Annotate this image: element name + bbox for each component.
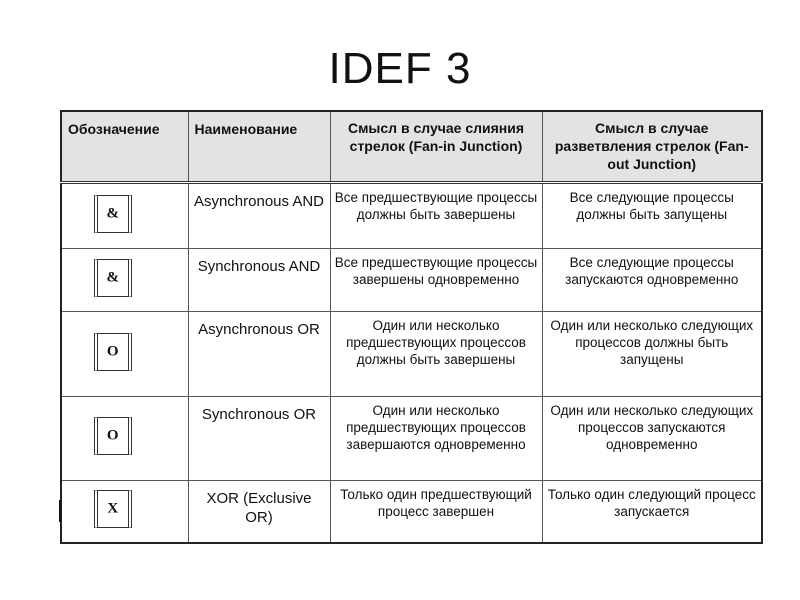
name-cell: Asynchronous OR: [188, 311, 330, 396]
table-row: [61, 311, 762, 396]
junction-asynchronous-or-icon: O: [94, 333, 132, 371]
junction-asynchronous-and-icon: &: [94, 195, 132, 233]
header-symbol: Обозначение: [61, 111, 188, 182]
symbol-cell: [61, 480, 188, 543]
symbol-cell: [61, 182, 188, 248]
header-fan-in: Смысл в случае слияния стрелок (Fan-in Junction): [330, 111, 542, 182]
fan-out-cell: Один или несколько следующих процессов должны быть запущены: [542, 311, 762, 396]
symbol-cell: [61, 248, 188, 311]
table-row: [61, 182, 762, 248]
name-cell: Asynchronous AND: [188, 182, 330, 248]
border-artifact: [59, 500, 61, 522]
name-cell: Synchronous AND: [188, 248, 330, 311]
table-row: [61, 480, 762, 543]
fan-in-cell: Только один предшествующий процесс завершен: [330, 480, 542, 543]
symbol-cell: [61, 396, 188, 480]
header-fan-out: Смысл в случае разветвления стрелок (Fan-out Junction): [542, 111, 762, 182]
name-cell: Synchronous OR: [188, 396, 330, 480]
fan-out-cell: Все следующие процессы запускаются одновременно: [542, 248, 762, 311]
junction-table: [60, 110, 763, 544]
page-title: IDEF 3: [328, 44, 472, 93]
symbol-cell: [61, 311, 188, 396]
name-cell: XOR (Exclusive OR): [188, 480, 330, 543]
fan-in-cell: Все предшествующие процессы завершены одновременно: [330, 248, 542, 311]
table-header-row: [61, 111, 762, 182]
junction-synchronous-or-icon: O: [94, 417, 132, 455]
fan-in-cell: Один или несколько предшествующих процессов завершаются одновременно: [330, 396, 542, 480]
junction-synchronous-and-icon: &: [94, 259, 132, 297]
fan-in-cell: Один или несколько предшествующих процессов должны быть завершены: [330, 311, 542, 396]
fan-in-cell: Все предшествующие процессы должны быть завершены: [330, 182, 542, 248]
junction-xor-icon: X: [94, 490, 132, 528]
header-name: Наименование: [188, 111, 330, 182]
table-row: [61, 248, 762, 311]
fan-out-cell: Только один следующий процесс запускается: [542, 480, 762, 543]
table-row: [61, 396, 762, 480]
fan-out-cell: Все следующие процессы должны быть запущены: [542, 182, 762, 248]
fan-out-cell: Один или несколько следующих процессов запускаются одновременно: [542, 396, 762, 480]
